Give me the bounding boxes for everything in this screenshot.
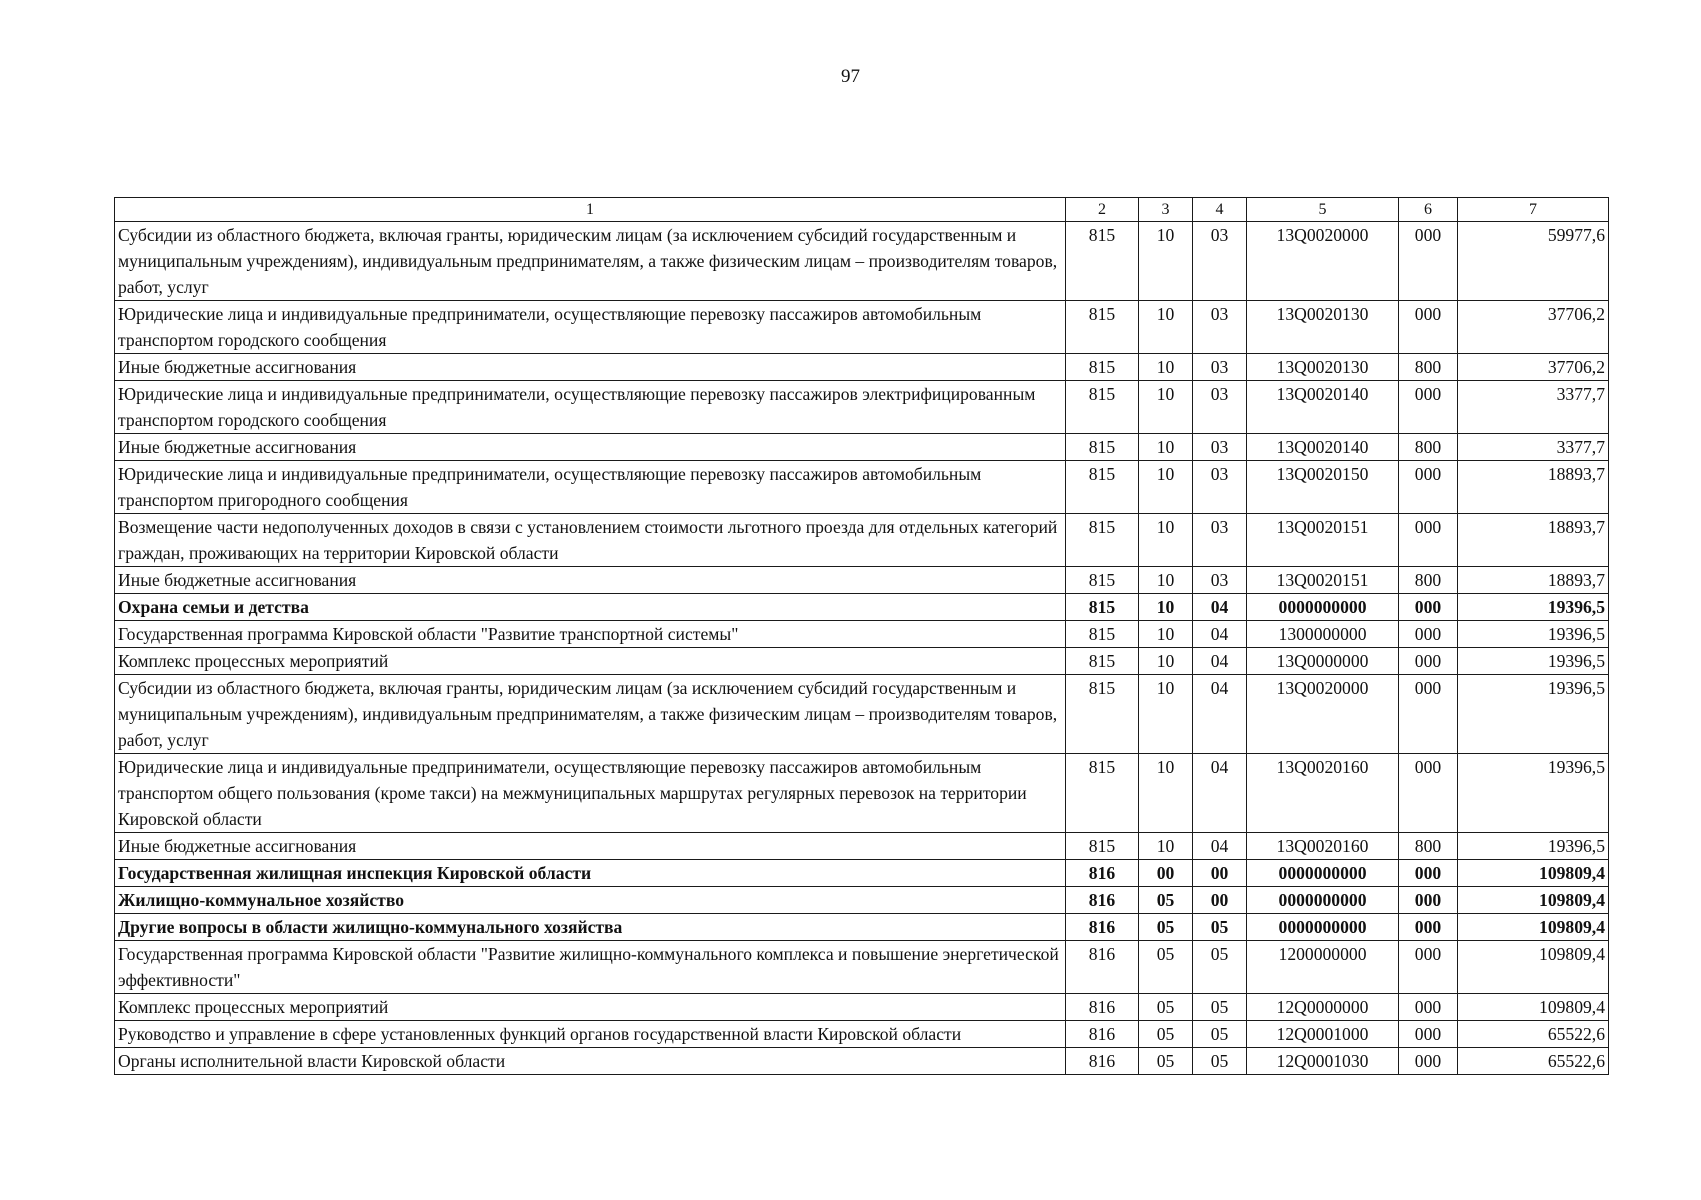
target-article-cell: 1200000000 xyxy=(1247,941,1399,994)
table-row xyxy=(115,675,1609,754)
row-name-cell: Юридические лица и индивидуальные предприниматели, осуществляющие перевозку пассажиров автомобильным транспортом общего пользования (кроме такси) на межмуниципальных маршрутах регулярных перевозок на территории Кировской области xyxy=(115,754,1066,833)
target-article-cell: 12Q0001030 xyxy=(1247,1048,1399,1075)
section-cell: 10 xyxy=(1139,594,1193,621)
subsection-cell: 03 xyxy=(1193,514,1247,567)
row-name-cell: Возмещение части недополученных доходов в связи с установлением стоимости льготного проезда для отдельных категорий граждан, проживающих на территории Кировской области xyxy=(115,514,1066,567)
row-name-cell: Комплекс процессных мероприятий xyxy=(115,994,1066,1021)
table-row xyxy=(115,381,1609,434)
table-row xyxy=(115,461,1609,514)
table-row xyxy=(115,621,1609,648)
target-article-cell: 13Q0020151 xyxy=(1247,514,1399,567)
row-name-cell: Иные бюджетные ассигнования xyxy=(115,354,1066,381)
admin-code-cell: 815 xyxy=(1066,381,1139,434)
target-article-cell: 1300000000 xyxy=(1247,621,1399,648)
section-cell: 05 xyxy=(1139,941,1193,994)
amount-cell: 109809,4 xyxy=(1458,941,1609,994)
amount-cell: 109809,4 xyxy=(1458,914,1609,941)
expense-type-cell: 000 xyxy=(1399,887,1458,914)
expense-type-cell: 000 xyxy=(1399,754,1458,833)
target-article-cell: 13Q0020160 xyxy=(1247,754,1399,833)
expense-type-cell: 800 xyxy=(1399,434,1458,461)
expense-type-cell: 800 xyxy=(1399,354,1458,381)
column-header: 1 xyxy=(115,198,1066,222)
amount-cell: 19396,5 xyxy=(1458,648,1609,675)
expense-type-cell: 000 xyxy=(1399,675,1458,754)
section-cell: 10 xyxy=(1139,754,1193,833)
target-article-cell: 12Q0000000 xyxy=(1247,994,1399,1021)
section-cell: 10 xyxy=(1139,621,1193,648)
admin-code-cell: 816 xyxy=(1066,914,1139,941)
budget-table xyxy=(114,197,1609,1075)
table-row xyxy=(115,354,1609,381)
subsection-cell: 03 xyxy=(1193,354,1247,381)
admin-code-cell: 816 xyxy=(1066,887,1139,914)
admin-code-cell: 815 xyxy=(1066,754,1139,833)
section-cell: 10 xyxy=(1139,381,1193,434)
column-header: 6 xyxy=(1399,198,1458,222)
subsection-cell: 04 xyxy=(1193,833,1247,860)
row-name-cell: Иные бюджетные ассигнования xyxy=(115,434,1066,461)
amount-cell: 65522,6 xyxy=(1458,1021,1609,1048)
section-cell: 05 xyxy=(1139,887,1193,914)
row-name-cell: Жилищно-коммунальное хозяйство xyxy=(115,887,1066,914)
row-name-cell: Руководство и управление в сфере установленных функций органов государственной власти Кировской области xyxy=(115,1021,1066,1048)
amount-cell: 109809,4 xyxy=(1458,994,1609,1021)
amount-cell: 19396,5 xyxy=(1458,833,1609,860)
admin-code-cell: 816 xyxy=(1066,1048,1139,1075)
row-name-cell: Субсидии из областного бюджета, включая гранты, юридическим лицам (за исключением субсидий государственным и муниципальным учреждениям), индивидуальным предпринимателям, а также физическим лицам – производителям товаров, работ, услуг xyxy=(115,222,1066,301)
admin-code-cell: 816 xyxy=(1066,1021,1139,1048)
column-header: 2 xyxy=(1066,198,1139,222)
target-article-cell: 12Q0001000 xyxy=(1247,1021,1399,1048)
expense-type-cell: 000 xyxy=(1399,594,1458,621)
section-cell: 10 xyxy=(1139,675,1193,754)
section-cell: 10 xyxy=(1139,833,1193,860)
admin-code-cell: 816 xyxy=(1066,994,1139,1021)
amount-cell: 18893,7 xyxy=(1458,461,1609,514)
expense-type-cell: 800 xyxy=(1399,833,1458,860)
admin-code-cell: 815 xyxy=(1066,461,1139,514)
column-header: 4 xyxy=(1193,198,1247,222)
admin-code-cell: 815 xyxy=(1066,675,1139,754)
section-cell: 05 xyxy=(1139,914,1193,941)
admin-code-cell: 815 xyxy=(1066,514,1139,567)
section-cell: 10 xyxy=(1139,461,1193,514)
row-name-cell: Государственная жилищная инспекция Кировской области xyxy=(115,860,1066,887)
row-name-cell: Иные бюджетные ассигнования xyxy=(115,833,1066,860)
section-cell: 10 xyxy=(1139,222,1193,301)
header-row xyxy=(115,198,1609,222)
target-article-cell: 0000000000 xyxy=(1247,914,1399,941)
table-row xyxy=(115,914,1609,941)
subsection-cell: 04 xyxy=(1193,621,1247,648)
row-name-cell: Государственная программа Кировской области "Развитие транспортной системы" xyxy=(115,621,1066,648)
table-row xyxy=(115,1048,1609,1075)
amount-cell: 37706,2 xyxy=(1458,354,1609,381)
subsection-cell: 05 xyxy=(1193,1021,1247,1048)
subsection-cell: 03 xyxy=(1193,301,1247,354)
amount-cell: 3377,7 xyxy=(1458,381,1609,434)
section-cell: 05 xyxy=(1139,1021,1193,1048)
amount-cell: 18893,7 xyxy=(1458,514,1609,567)
admin-code-cell: 815 xyxy=(1066,594,1139,621)
target-article-cell: 0000000000 xyxy=(1247,594,1399,621)
expense-type-cell: 000 xyxy=(1399,381,1458,434)
subsection-cell: 00 xyxy=(1193,860,1247,887)
section-cell: 10 xyxy=(1139,354,1193,381)
expense-type-cell: 000 xyxy=(1399,222,1458,301)
section-cell: 05 xyxy=(1139,994,1193,1021)
admin-code-cell: 815 xyxy=(1066,621,1139,648)
subsection-cell: 05 xyxy=(1193,1048,1247,1075)
target-article-cell: 13Q0020150 xyxy=(1247,461,1399,514)
subsection-cell: 04 xyxy=(1193,754,1247,833)
amount-cell: 19396,5 xyxy=(1458,754,1609,833)
subsection-cell: 03 xyxy=(1193,434,1247,461)
admin-code-cell: 815 xyxy=(1066,567,1139,594)
table-row xyxy=(115,648,1609,675)
target-article-cell: 13Q0020140 xyxy=(1247,381,1399,434)
subsection-cell: 04 xyxy=(1193,594,1247,621)
table-row xyxy=(115,222,1609,301)
table-row xyxy=(115,567,1609,594)
admin-code-cell: 815 xyxy=(1066,301,1139,354)
expense-type-cell: 000 xyxy=(1399,860,1458,887)
amount-cell: 109809,4 xyxy=(1458,887,1609,914)
admin-code-cell: 815 xyxy=(1066,222,1139,301)
table-row xyxy=(115,301,1609,354)
section-cell: 05 xyxy=(1139,1048,1193,1075)
expense-type-cell: 000 xyxy=(1399,461,1458,514)
row-name-cell: Юридические лица и индивидуальные предприниматели, осуществляющие перевозку пассажиров автомобильным транспортом городского сообщения xyxy=(115,301,1066,354)
expense-type-cell: 000 xyxy=(1399,621,1458,648)
expense-type-cell: 000 xyxy=(1399,301,1458,354)
section-cell: 00 xyxy=(1139,860,1193,887)
amount-cell: 109809,4 xyxy=(1458,860,1609,887)
row-name-cell: Другие вопросы в области жилищно-коммунального хозяйства xyxy=(115,914,1066,941)
row-name-cell: Органы исполнительной власти Кировской области xyxy=(115,1048,1066,1075)
target-article-cell: 13Q0020160 xyxy=(1247,833,1399,860)
row-name-cell: Комплекс процессных мероприятий xyxy=(115,648,1066,675)
column-header: 7 xyxy=(1458,198,1609,222)
column-header: 3 xyxy=(1139,198,1193,222)
target-article-cell: 13Q0020000 xyxy=(1247,675,1399,754)
section-cell: 10 xyxy=(1139,648,1193,675)
admin-code-cell: 815 xyxy=(1066,434,1139,461)
row-name-cell: Субсидии из областного бюджета, включая гранты, юридическим лицам (за исключением субсидий государственным и муниципальным учреждениям), индивидуальным предпринимателям, а также физическим лицам – производителям товаров, работ, услуг xyxy=(115,675,1066,754)
subsection-cell: 05 xyxy=(1193,914,1247,941)
amount-cell: 19396,5 xyxy=(1458,675,1609,754)
expense-type-cell: 000 xyxy=(1399,941,1458,994)
subsection-cell: 05 xyxy=(1193,941,1247,994)
amount-cell: 3377,7 xyxy=(1458,434,1609,461)
admin-code-cell: 816 xyxy=(1066,860,1139,887)
table-row xyxy=(115,860,1609,887)
amount-cell: 65522,6 xyxy=(1458,1048,1609,1075)
table-row xyxy=(115,434,1609,461)
subsection-cell: 03 xyxy=(1193,222,1247,301)
page-number: 97 xyxy=(841,66,860,87)
table-row xyxy=(115,514,1609,567)
column-header: 5 xyxy=(1247,198,1399,222)
subsection-cell: 03 xyxy=(1193,567,1247,594)
admin-code-cell: 815 xyxy=(1066,833,1139,860)
admin-code-cell: 815 xyxy=(1066,354,1139,381)
expense-type-cell: 800 xyxy=(1399,567,1458,594)
row-name-cell: Государственная программа Кировской области "Развитие жилищно-коммунального комплекса и повышение энергетической эффективности" xyxy=(115,941,1066,994)
target-article-cell: 13Q0020000 xyxy=(1247,222,1399,301)
subsection-cell: 03 xyxy=(1193,461,1247,514)
subsection-cell: 04 xyxy=(1193,648,1247,675)
row-name-cell: Охрана семьи и детства xyxy=(115,594,1066,621)
target-article-cell: 13Q0000000 xyxy=(1247,648,1399,675)
section-cell: 10 xyxy=(1139,301,1193,354)
table-row xyxy=(115,941,1609,994)
table-row xyxy=(115,1021,1609,1048)
subsection-cell: 03 xyxy=(1193,381,1247,434)
section-cell: 10 xyxy=(1139,434,1193,461)
target-article-cell: 13Q0020130 xyxy=(1247,301,1399,354)
admin-code-cell: 815 xyxy=(1066,648,1139,675)
amount-cell: 18893,7 xyxy=(1458,567,1609,594)
expense-type-cell: 000 xyxy=(1399,994,1458,1021)
amount-cell: 37706,2 xyxy=(1458,301,1609,354)
admin-code-cell: 816 xyxy=(1066,941,1139,994)
expense-type-cell: 000 xyxy=(1399,648,1458,675)
table-row xyxy=(115,887,1609,914)
amount-cell: 59977,6 xyxy=(1458,222,1609,301)
section-cell: 10 xyxy=(1139,567,1193,594)
target-article-cell: 0000000000 xyxy=(1247,860,1399,887)
row-name-cell: Юридические лица и индивидуальные предприниматели, осуществляющие перевозку пассажиров автомобильным транспортом пригородного сообщения xyxy=(115,461,1066,514)
amount-cell: 19396,5 xyxy=(1458,621,1609,648)
expense-type-cell: 000 xyxy=(1399,914,1458,941)
table-row xyxy=(115,994,1609,1021)
target-article-cell: 13Q0020130 xyxy=(1247,354,1399,381)
section-cell: 10 xyxy=(1139,514,1193,567)
table-row xyxy=(115,833,1609,860)
row-name-cell: Юридические лица и индивидуальные предприниматели, осуществляющие перевозку пассажиров электрифицированным транспортом городского сообщения xyxy=(115,381,1066,434)
table-row xyxy=(115,754,1609,833)
amount-cell: 19396,5 xyxy=(1458,594,1609,621)
expense-type-cell: 000 xyxy=(1399,1048,1458,1075)
table-row xyxy=(115,594,1609,621)
subsection-cell: 00 xyxy=(1193,887,1247,914)
target-article-cell: 13Q0020140 xyxy=(1247,434,1399,461)
target-article-cell: 0000000000 xyxy=(1247,887,1399,914)
subsection-cell: 04 xyxy=(1193,675,1247,754)
target-article-cell: 13Q0020151 xyxy=(1247,567,1399,594)
expense-type-cell: 000 xyxy=(1399,1021,1458,1048)
expense-type-cell: 000 xyxy=(1399,514,1458,567)
subsection-cell: 05 xyxy=(1193,994,1247,1021)
row-name-cell: Иные бюджетные ассигнования xyxy=(115,567,1066,594)
